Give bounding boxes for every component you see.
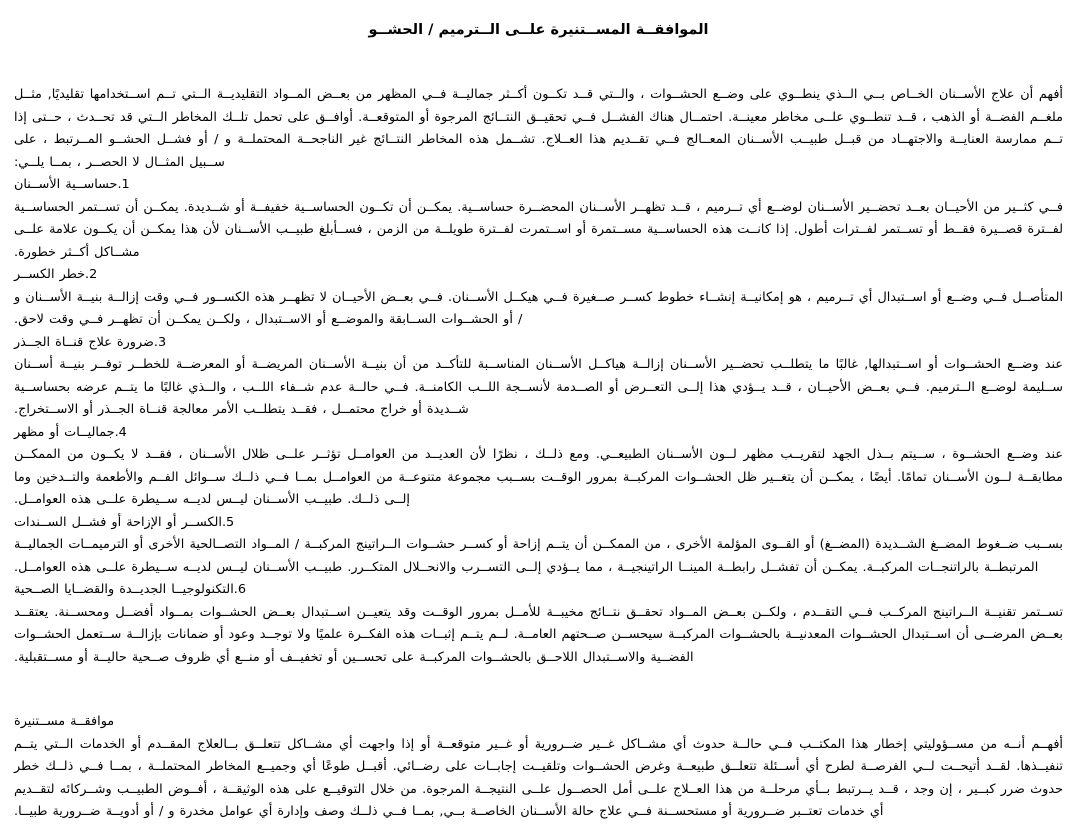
section-6-body: تســتمر تقنيــة الــراتينج المركــب فــي التقــدم ، ولكــن بعــض المــواد تحقــق نتــائج مخيبــة للأمــل بمرور الوقــت وقد يتعيــن اســتبدال بعــض الحشــوات بمــواد أفضــل ومحســنة. يعتقــد بعــض المرضــى أن اســتبدال الحشــوات المعدنيــة بالحشــوات المركبــة سيحســن صــحتهم العامــة. لــم يتــم إثبــات هذه الفكــرة علميًا ولا توجــد وعود أو ضمانات بإزالــة ســتعمل الحشــوات الفضــية والاســتبدال اللاحــق بالحشــوات المركبــة على تحســين أو تخفيــف أو منــع أي ظروف صــحية حاليــة أو مســتقبلية.	[14, 604, 1063, 665]
section-4-heading: 4.جماليــات أو مظهر	[14, 424, 127, 440]
section-3-body: عند وضــع الحشــوات أو اســتبدالها, غالبًا ما يتطلــب تحضــير الأســنان إزالــة هياكــل الأســنان المناســبة للتأكــد من أن بنيــة الأســنان المريضــة أو المعرضــة للخطــر توفــر بنيــة أســنان ســليمة لوضــع الــترميم. فــي بعــض الأحيــان ، قــد يــؤدي هذا إلــى التعــرض أو الصــدمة لأنســجة اللــب الكامنــة. فــي حالــة عدم شــفاء اللــب ، والــذي غالبًا ما يتــم عرضه بحساســية شــديدة أو خراج محتمــل ، فقــد يتطلــب الأمر معالجة قنــاة الجــذر أو الاســتخراج.	[14, 357, 1063, 417]
section-6-heading: 6.التكنولوجيــا الجديــدة والقضــايا الصــحية	[14, 582, 246, 597]
document-title: الموافقــة المســتنيرة علــى الــترميم / الحشــو	[368, 22, 709, 38]
section-3-heading: 3.ضرورة علاج قنــاة الجــذر	[14, 334, 167, 350]
section-1-body: فــي كثــير من الأحيــان بعــد تحضــير الأســنان لوضــع أي تــرميم ، قــد تظهــر الأســنان المحضــرة حساســية. يمكــن أن تكــون الحساســية خفيفــة أو شــديدة. يمكــن أن تســتمر الحساســية لفــترة قصــيرة فقــط أو تســتمر لفــترات أطول. إذا كانــت هذه الحساســية مســتمرة أو اســتمرت لفــترة طويلــة من الزمن ، فســأبلغ طبيــب الأســنان لأن هذا يمكــن أن يكــون علامة علــى مشــاكل أكــثر خطورة.	[14, 199, 1063, 260]
section-4-body: عند وضــع الحشــوة ، ســيتم بــذل الجهد لتقريــب مظهر لــون الأســنان الطبيعــي. ومع ذلــك ، نظرًا لأن العديــد من العوامــل تؤثــر علــى ظلال الأســنان ، فقــد لا يكــون من الممكــن مطابقــة لــون الأســنان تمامًا. أيضًا ، يمكــن أن يتغــير ظل الحشــوات المركبــة بمرور الوقــت بســبب مجموعة متنوعــة من العوامــل بمــا فــي ذلــك ســوائل الفــم والأطعمة والتــدخين وما إلــى ذلــك. طبيــب الأســنان ليــس لديــه ســيطرة علــى هذه العوامــل.	[14, 447, 1063, 507]
intro-paragraph: أفهم أن علاج الأســنان الخــاص بــي الــذي ينطــوي على وضــع الحشــوات ، والــتي قــد تكــون أكــثر جماليــة فــي المظهر من بعــض المــواد التقليديــة الــتي تــم اســتخدامها تقليديًا, مثــل ملغــم الفضــة أو الذهب ، قــد تنطــوي علــى مخاطر معينــة. احتمــال هناك الفشــل فــي تحقيــق النتــائج المرجوة أو المتوقعــة. أوافــق على تحمل تلــك المخاطر الــتي قد تحــدث ، حــتى إذا تــم ممارسة العنايــة والاجتهــاد من قبــل طبيــب الأســنان المعــالج فــي تقــديم هذا العــلاج. تشــمل هذه المخاطر النتــائج غير الناجحــة المحتملــة و / أو فشــل الحشــو المــرتبط ، على ســبيل المثــال لا الحصــر ، بمــا يلــي:	[14, 87, 1063, 170]
section-1-heading: 1.حساســية الأســنان	[14, 177, 130, 192]
section-2-body: المتأصــل فــي وضــع أو اســتبدال أي تــرميم ، هو إمكانيــة إنشــاء خطوط كســر صــغيرة فــي هيكــل الأســنان. فــي بعــض الأحيــان لا تظهــر هذه الكســور فــي وقت إزالــة بنيــة الأســنان و / أو الحشــوات الســابقة والموضــع أو الاســتبدال ، ولكــن يمكــن أن تظهــر فــي وقت لاحق.	[14, 289, 1063, 327]
informed-consent-body: أفهــم أنــه من مســؤوليتي إخطار هذا المكتــب فــي حالــة حدوث أي مشــاكل غــير ضــرورية أو غــير متوقعــة أو إذا واجهت أي مشــاكل تتعلــق بــالعلاج المقــدم أو الخدمات الــتي يتــم تنفيــذها. لقــد أتيحــت لــي الفرصــة لطرح أي أســئلة تتعلــق طبيعــة وغرض الحشــوات وتلقيــت إجابــات على رضــائي. أقبــل طوعًا أي وجميــع المخاطر المحتملــة ، بمــا فــي ذلــك خطر حدوث ضرر كبــير ، إن وجد ، قــد يــرتبط بــأي مرحلــة من هذا العــلاج علــى أمل الحصــول علــى النتيجــة المرجوة. من خلال التوقيــع على هذه الوثيقــة ، أفــوض الطبيــب وشــركائه لتقــديم أي خدمات تعتــبر ضــرورية أو مستحســنة فــي علاج حالة الأســنان الخاصــة بــي, بمــا فــي ذلــك وصف وإدارة أي عوامل مخدرة و / أو أدويــة ضــرورية طبيــا.	[14, 736, 1063, 819]
informed-consent-block	[14, 711, 1063, 824]
informed-consent-heading: موافقــة مســتنيرة	[14, 714, 115, 729]
section-5-heading: 5.الكســر أو الإزاحة أو فشــل الســندات	[14, 514, 235, 530]
section-2-heading: 2.خطر الكســر	[14, 267, 98, 282]
section-5-body: بســبب ضــغوط المضــغ الشــديدة (المضــغ) أو القــوى المؤلمة الأخرى ، من الممكــن أن يتــم إزاحة أو كســر حشــوات الــراتينج المركبــة / المــواد التصــالحية الأخرى أو الترميمــات الجماليــة المرتبطــة بالراتنجــات المركبــة. يمكــن أن تفشــل رابطــة المينــا الراتينجيــة ، مما يــؤدي إلــى التســرب والانحــلال المتكــرر. طبيــب الأســنان ليــس لديــه ســيطرة علــى هذه العوامــل.	[14, 537, 1063, 575]
